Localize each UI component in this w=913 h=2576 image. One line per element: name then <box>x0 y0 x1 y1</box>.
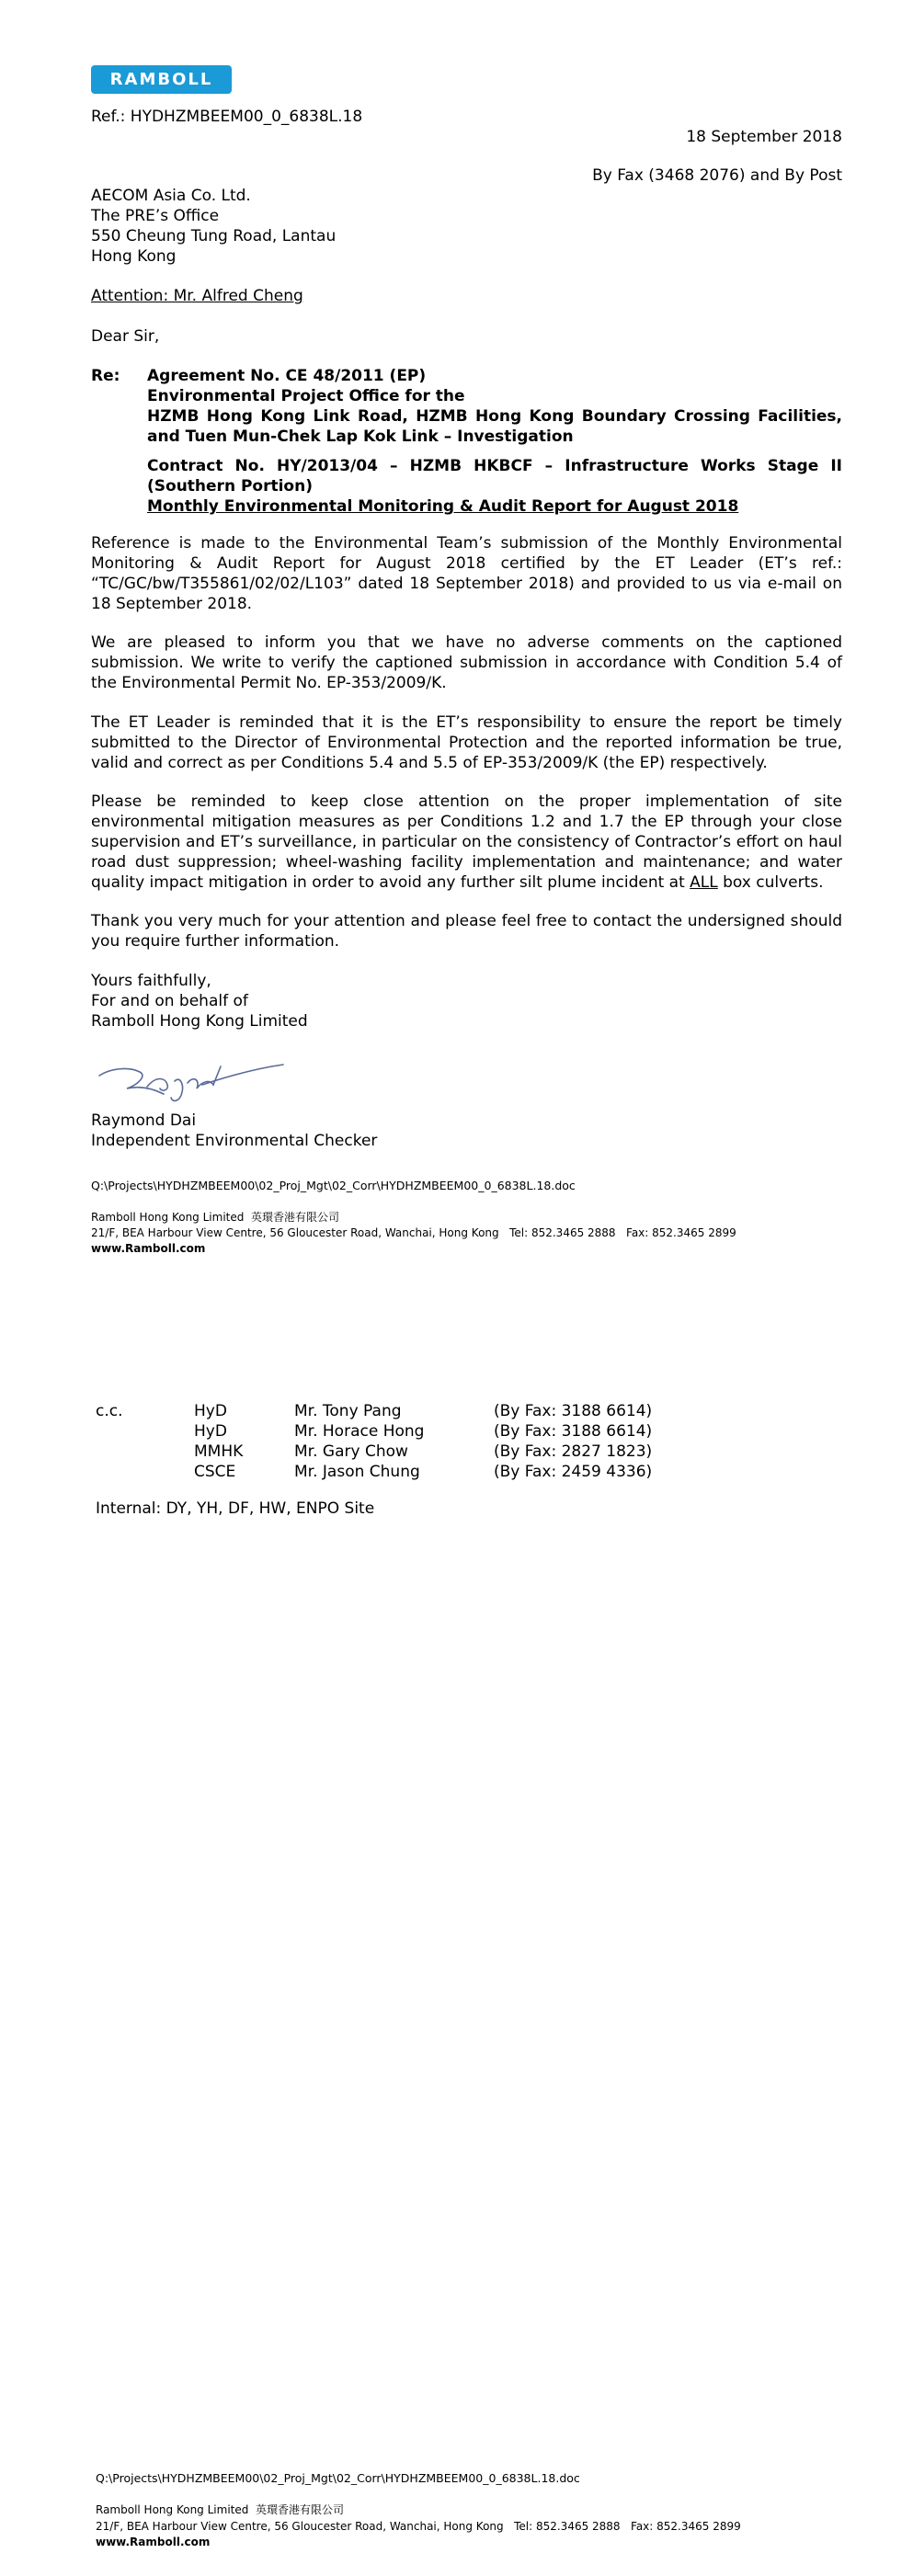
report-title: Monthly Environmental Monitoring & Audit Report for August 2018 <box>147 497 739 516</box>
footer-tel: Tel: 852.3465 2888 <box>509 1226 616 1239</box>
cc-label: c.c. <box>96 1402 123 1420</box>
signatory-block <box>91 1111 377 1151</box>
cc-name: Mr. Horace Hong <box>294 1422 425 1441</box>
ramboll-logo: RAMBOLL <box>91 65 232 94</box>
cc-fax: (By Fax: 2827 1823) <box>494 1442 653 1461</box>
paragraph-4-text: Please be reminded to keep close attention on the proper implementation of site environmental mitigation measures as per Conditions 1.2 and 1.7 the EP through your close supervision and ET’s surveillance, in particular on the consistency of Contractor’s effort on haul road dust suppression; wheel-washing facility implementation and maintenance; and water quality impact mitigation in order to avoid any further silt plume incident at <box>91 792 842 892</box>
recipient-address <box>91 186 336 267</box>
paragraph-4-emphasis: ALL <box>690 873 718 892</box>
subject-block <box>147 366 842 447</box>
re-label: Re: <box>91 367 120 385</box>
footer-company-name: Ramboll Hong Kong Limited <box>91 1211 245 1224</box>
footer-company-2 <box>96 2502 344 2517</box>
cc-name: Mr. Tony Pang <box>294 1402 402 1420</box>
footer-company-chinese: 英環香港有限公司 <box>251 1211 340 1224</box>
footer-address: 21/F, BEA Harbour View Centre, 56 Gloucester Road, Wanchai, Hong Kong <box>96 2520 504 2533</box>
cc-fax: (By Fax: 3188 6614) <box>494 1422 653 1441</box>
internal-distribution: Internal: DY, YH, DF, HW, ENPO Site <box>96 1499 375 1518</box>
cc-name: Mr. Jason Chung <box>294 1463 420 1481</box>
closing-line: Yours faithfully, <box>91 972 211 990</box>
paragraph-3: The ET Leader is reminded that it is the ET’s responsibility to ensure the report be timely submitted to the Director of Environmental Protection and the reported information be true, valid and correct as per Conditions 5.4 and 5.5 of EP-353/2009/K (the EP) respectively. <box>91 713 842 772</box>
footer-company-name: Ramboll Hong Kong Limited <box>96 2503 249 2516</box>
cc-name: Mr. Gary Chow <box>294 1442 408 1461</box>
footer-tel: Tel: 852.3465 2888 <box>514 2520 621 2533</box>
paragraph-1: Reference is made to the Environmental Team’s submission of the Monthly Environmental Monitoring & Audit Report for August 2018 certified by the ET Leader (ET’s ref.: “TC/GC/bw/T355861/02/02/L103” dated 18 September 2018) and provided to us via e-mail on 18 September 2018. <box>91 534 842 613</box>
contract-line: Contract No. HY/2013/04 – HZMB HKBCF – Infrastructure Works Stage II <box>147 457 842 475</box>
recipient-line: AECOM Asia Co. Ltd. <box>91 187 251 205</box>
footer-company <box>91 1210 339 1225</box>
signatory-name: Raymond Dai <box>91 1111 197 1130</box>
footer-file-path-2: Q:\Projects\HYDHZMBEEM00\02_Proj_Mgt\02_Corr\HYDHZMBEEM00_0_6838L.18.doc <box>96 2471 580 2485</box>
paragraph-2: We are pleased to inform you that we have no adverse comments on the captioned submission. We write to verify the captioned submission in accordance with Condition 5.4 of the Environmental Permit No. EP-353/2009/K. <box>91 633 842 692</box>
handwritten-signature <box>92 1048 294 1112</box>
cc-org: HyD <box>194 1402 227 1420</box>
subject-line: and Tuen Mun-Chek Lap Kok Link – Investigation <box>147 427 574 446</box>
subject-line: Agreement No. CE 48/2011 (EP) <box>147 367 427 385</box>
contract-block <box>147 456 842 517</box>
signatory-title: Independent Environmental Checker <box>91 1132 378 1150</box>
closing-block <box>91 971 308 1032</box>
paragraph-4-end: box culverts. <box>717 873 824 892</box>
cc-org: HyD <box>194 1422 227 1441</box>
footer-website[interactable]: www.Ramboll.com <box>91 1242 206 1255</box>
footer-company-chinese: 英環香港有限公司 <box>256 2503 345 2516</box>
attention-line: Attention: Mr. Alfred Cheng <box>91 287 303 305</box>
recipient-line: Hong Kong <box>91 247 177 266</box>
footer-fax: Fax: 852.3465 2899 <box>626 1226 736 1239</box>
footer-file-path: Q:\Projects\HYDHZMBEEM00\02_Proj_Mgt\02_Corr\HYDHZMBEEM00_0_6838L.18.doc <box>91 1179 576 1192</box>
letter-date: 18 September 2018 <box>686 128 842 146</box>
subject-line: Environmental Project Office for the <box>147 387 465 405</box>
footer-website-2[interactable]: www.Ramboll.com <box>96 2536 211 2548</box>
paragraph-5: Thank you very much for your attention and please feel free to contact the undersigned should you require further information. <box>91 912 842 951</box>
cc-org: MMHK <box>194 1442 244 1461</box>
cc-fax: (By Fax: 3188 6614) <box>494 1402 653 1420</box>
footer-address: 21/F, BEA Harbour View Centre, 56 Gloucester Road, Wanchai, Hong Kong <box>91 1226 499 1239</box>
footer-contact <box>91 1225 736 1240</box>
recipient-line: 550 Cheung Tung Road, Lantau <box>91 227 337 245</box>
closing-line: Ramboll Hong Kong Limited <box>91 1012 308 1031</box>
cc-fax: (By Fax: 2459 4336) <box>494 1463 653 1481</box>
delivery-method: By Fax (3468 2076) and By Post <box>592 166 842 185</box>
paragraph-4 <box>91 792 842 893</box>
footer-fax: Fax: 852.3465 2899 <box>631 2520 741 2533</box>
closing-line: For and on behalf of <box>91 992 248 1010</box>
footer-contact-2 <box>96 2519 741 2534</box>
subject-line: HZMB Hong Kong Link Road, HZMB Hong Kong Boundary Crossing Facilities, <box>147 407 842 426</box>
reference-number: Ref.: HYDHZMBEEM00_0_6838L.18 <box>91 108 363 126</box>
recipient-line: The PRE’s Office <box>91 207 220 225</box>
cc-org: CSCE <box>194 1463 236 1481</box>
contract-line: (Southern Portion) <box>147 477 313 496</box>
salutation: Dear Sir, <box>91 327 160 346</box>
